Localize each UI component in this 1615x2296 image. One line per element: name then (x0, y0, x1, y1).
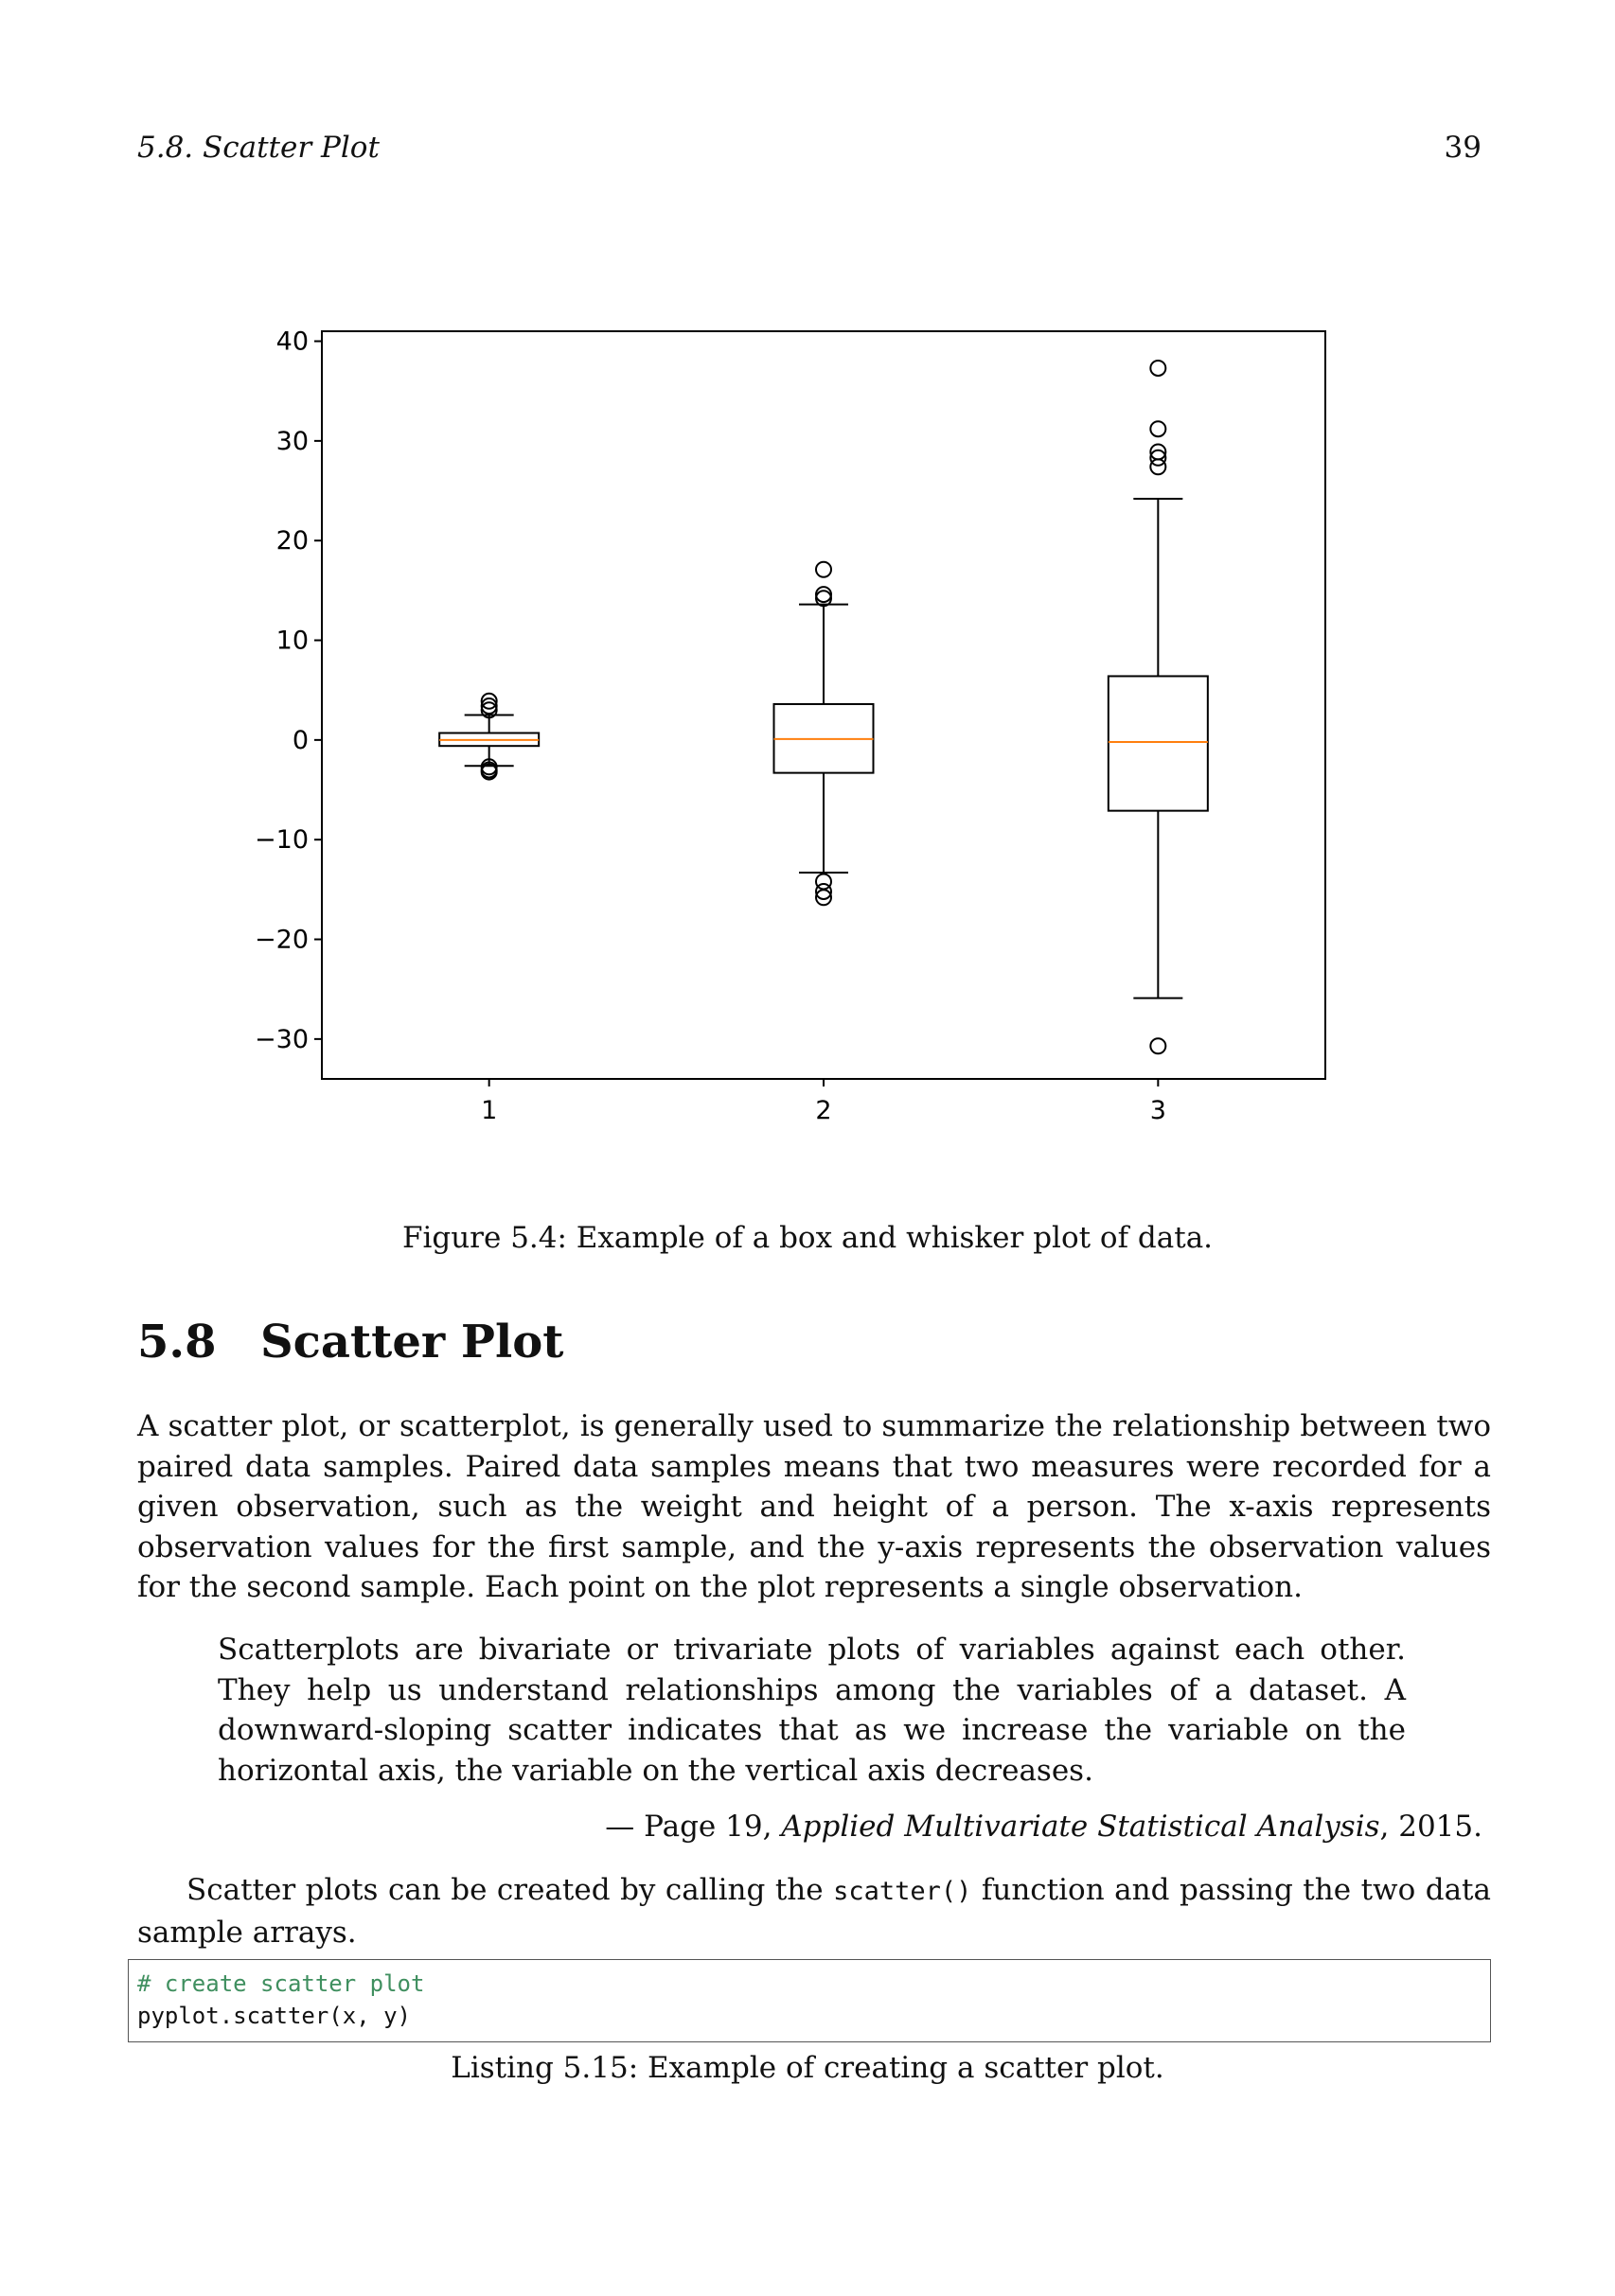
code-line: pyplot.scatter(x, y) (137, 2003, 411, 2029)
y-tick-label: −20 (255, 925, 309, 955)
section-number: 5.8 (137, 1316, 217, 1369)
page-number: 39 (1444, 131, 1482, 165)
paragraph2-text-after: function and passing the two data sample arrays. (137, 1873, 1491, 1950)
box-3 (1109, 361, 1208, 1053)
body-paragraph-2 (137, 1870, 1491, 1952)
running-title: 5.8. Scatter Plot (137, 131, 380, 165)
code-comment: # create scatter plot (137, 1970, 425, 1997)
code-listing (128, 1959, 1491, 2042)
x-tick-label: 3 (1149, 1096, 1166, 1125)
y-tick-label: 30 (275, 426, 309, 456)
inline-code: scatter() (833, 1877, 972, 1906)
y-tick-label: −10 (255, 825, 309, 856)
box-2 (774, 562, 874, 906)
y-tick-label: 40 (275, 327, 309, 357)
section-heading (137, 1316, 563, 1369)
outlier-point (1150, 421, 1165, 436)
attribution-suffix: , 2015. (1379, 1810, 1482, 1844)
attribution-prefix: — Page 19, (605, 1810, 782, 1844)
y-tick-label: 20 (275, 526, 309, 556)
y-tick-label: 0 (292, 725, 309, 755)
outlier-point (816, 562, 831, 577)
y-tick-label: −30 (255, 1024, 309, 1054)
x-tick-label: 1 (481, 1096, 498, 1125)
listing-caption: Listing 5.15: Example of creating a scatter plot. (451, 2051, 1164, 2085)
outlier-point (1150, 361, 1165, 376)
box-plot-chart (208, 312, 1363, 1164)
attribution-book-title: Applied Multivariate Statistical Analysis (781, 1810, 1380, 1844)
block-quote: Scatterplots are bivariate or trivariate plots of variables against each other. They help us understand relationships among the variables of a dataset. A downward-sloping scatter indicates that as we increase the variable on the horizontal axis, the variable on the vertical axis decreases. (218, 1633, 1406, 1788)
y-tick-label: 10 (275, 626, 309, 656)
iqr-box (1109, 676, 1208, 810)
outlier-point (1150, 459, 1165, 474)
running-head (137, 131, 1482, 172)
body-paragraph: A scatter plot, or scatterplot, is generally used to summarize the relationship between two paired data samples. Paired data samples means that two measures were recorded for a given observation, such as the weight and height of a person. The x-axis represents observation values for the first sample, and the y-axis represents the observation values for the second sample. Each point on the plot represents a single observation. (137, 1409, 1491, 1604)
quote-attribution (605, 1810, 1482, 1844)
plot-frame (322, 331, 1325, 1079)
box-1 (439, 694, 539, 780)
section-title: Scatter Plot (260, 1316, 564, 1369)
paragraph2-text-before: Scatter plots can be created by calling the (186, 1873, 834, 1907)
x-tick-label: 2 (815, 1096, 832, 1125)
figure-caption: Figure 5.4: Example of a box and whisker plot of data. (401, 1221, 1214, 1255)
outlier-point (1150, 1038, 1165, 1053)
